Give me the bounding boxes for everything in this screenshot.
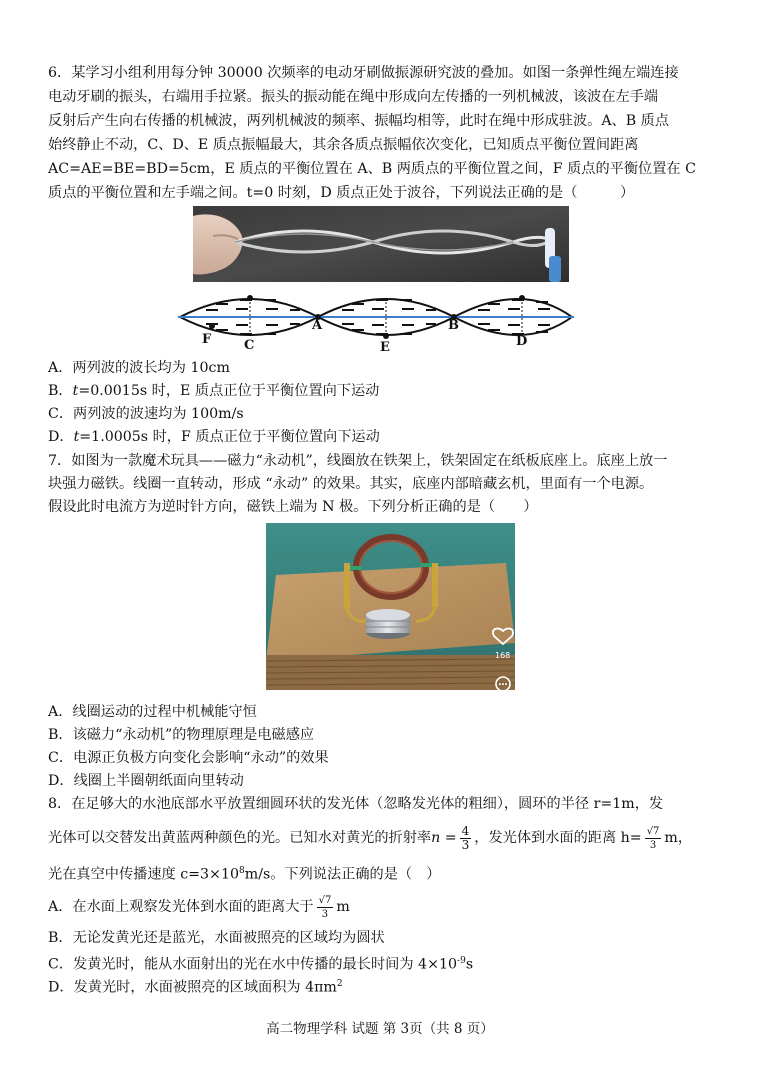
point-label-B: B: [448, 318, 459, 333]
point-label-F: F: [202, 332, 212, 347]
page-footer: 高二物理学科 试题 第 3页（共 8 页）: [266, 1021, 494, 1037]
q6-line-3: 反射后产生向右传播的机械波，两列机械波的频率、振幅均相等，此时在绳中形成驻波。A、B 质点: [48, 113, 670, 129]
q6-option-a: A．两列波的波长均为 10cm: [48, 360, 230, 376]
q8-option-d: D．发黄光时，水面被照亮的区域面积为 $4\pi m^2$: [48, 979, 343, 996]
point-label-A: A: [312, 318, 323, 333]
like-count: 168: [495, 651, 511, 660]
q7-option-a: A．线圈运动的过程中机械能守恒: [48, 704, 257, 720]
q6-line-6: 质点的平衡位置和左手端之间。t=0 时刻，D 质点正处于波谷，下列说法正确的是（ ）: [48, 185, 635, 201]
q6-option-d: D．t=1.0005s 时，F 质点正位于平衡位置向下运动: [48, 429, 380, 445]
q7-option-d: D．线圈上半圈朝纸面向里转动: [48, 773, 244, 789]
q6-line-4: 始终静止不动，C、D、E 质点振幅最大，其余各质点振幅依次变化，已知质点平衡位置间距离: [48, 137, 639, 153]
q6-option-b: B．t=0.0015s 时，E 质点正位于平衡位置向下运动: [48, 383, 380, 399]
q6-line-5: AC=AE=BE=BD=5cm，E 质点的平衡位置在 A、B 两质点的平衡位置之间，F 质点的平衡位置在 C: [48, 161, 696, 177]
q7-line-2: 块强力磁铁。线圈一直转动，形成 “永动” 的效果。其实，底座内部暗藏玄机，里面有一个电源。: [48, 476, 654, 492]
q8-line-2: 光体可以交替发出黄蓝两种颜色的光。已知水对黄光的折射率n = $\frac{4}{3}$ ，发光体到水面的距离 h= $\frac{√7}{3}$ m，: [48, 823, 693, 852]
q7-option-b: B．该磁力“永动机”的物理原理是电磁感应: [48, 727, 315, 743]
q8-line-3: 光在真空中传播速度 $c=3\times 10^8m/s$。下列说法正确的是（ ）: [48, 866, 441, 883]
q6-line-2: 电动牙刷的振头，右端用手拉紧。振头的振动能在绳中形成向左传播的一列机械波，该波在左手端: [48, 89, 659, 105]
rope-photo: [193, 206, 569, 282]
point-label-C: C: [244, 338, 255, 353]
q8-line-1: 8．在足够大的水池底部水平放置细圆环状的发光体（忽略发光体的粗细），圆环的半径 r=1m，发: [48, 796, 664, 812]
q7-option-c: C．电源正负极方向变化会影响“永动”的效果: [48, 750, 329, 766]
q6-option-c: C．两列波的波速均为 100m/s: [48, 406, 244, 422]
q7-line-3: 假设此时电流方为逆时针方向，磁铁上端为 N 极。下列分析正确的是（ ）: [48, 499, 538, 515]
q7-line-1: 7．如图为一款魔术玩具——磁力“永动机”，线圈放在铁架上，铁架固定在纸板底座上。底座上放一: [48, 453, 668, 469]
point-label-E: E: [380, 340, 390, 355]
q8-option-c: C．发黄光时，能从水面射出的光在水中传播的最长时间为 $4\times 10^{-9}s$: [48, 956, 474, 973]
q8-option-a: A．在水面上观察发光体到水面的距离大于 $\frac{√7}{3}$ m: [48, 894, 350, 920]
point-label-D: D: [516, 334, 528, 349]
magnet-toy-photo: [266, 523, 515, 690]
q8-option-b: B．无论发黄光还是蓝光，水面被照亮的区域均为圆状: [48, 930, 385, 946]
q6-line-1: 6．某学习小组利用每分钟 30000 次频率的电动牙刷做振源研究波的叠加。如图一条弹性绳左端连接: [48, 65, 679, 81]
standing-wave-diagram: [176, 292, 576, 356]
